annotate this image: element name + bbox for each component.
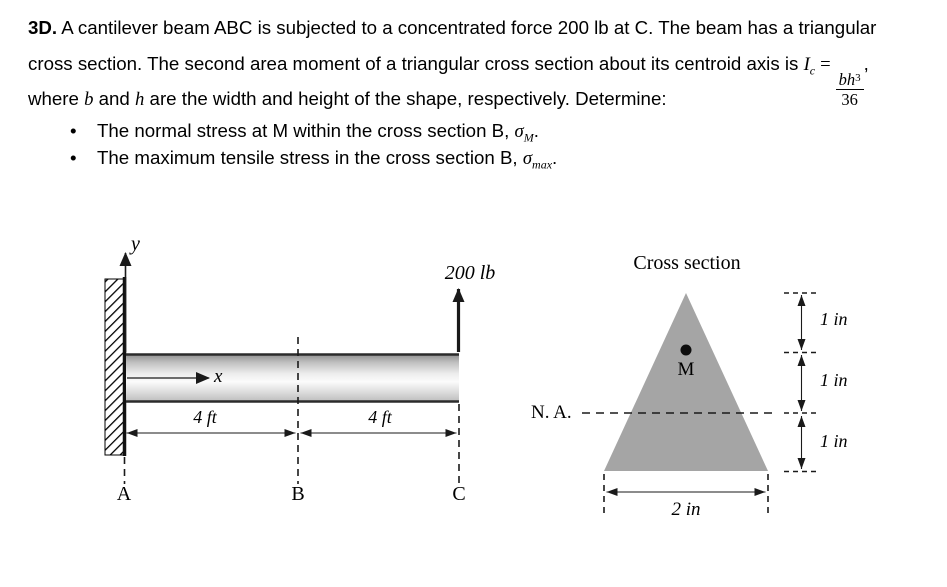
bullet-icon: • [70, 147, 77, 168]
dim-2in-base-label: 2 in [671, 499, 701, 520]
formula-denominator: 36 [841, 90, 858, 110]
formula-numerator-exponent: 3 [855, 72, 861, 84]
variable-h: h [135, 89, 145, 110]
formula-inertia-subscript: c [809, 63, 816, 78]
dim-1in-middle-label: 1 in [820, 370, 848, 390]
variable-b: b [84, 89, 94, 110]
problem-sentence-2: cross section. The second area moment of a triangular cross section about its centroid axis is [28, 53, 804, 74]
sigma-m-subscript: M [523, 130, 534, 145]
problem-number: 3D. [28, 17, 58, 38]
point-m-label: M [677, 359, 695, 380]
formula-inertia-symbol: I [803, 54, 810, 75]
sigma-max-symbol: σ [522, 148, 533, 169]
wall-hatch [105, 279, 124, 455]
cross-section-title: Cross section [633, 252, 741, 274]
sentence3-part1: where [28, 88, 85, 109]
sigma-max-subscript: max [532, 157, 553, 172]
dim-1in-bottom-label: 1 in [820, 431, 848, 451]
dimension-ab-label: 4 ft [193, 407, 217, 427]
triangle-section [604, 293, 768, 471]
dim-1in-top-label: 1 in [820, 309, 848, 329]
problem-sentence-1: A cantilever beam ABC is subjected to a concentrated force 200 lb at C. The beam has a triangular [57, 17, 877, 38]
formula-trailing-comma: , [863, 53, 869, 74]
point-a-label: A [116, 483, 132, 505]
bullet-2-text: The maximum tensile stress in the cross section B, [97, 147, 523, 168]
formula-numerator-base: bh [838, 70, 856, 89]
point-c-label: C [452, 483, 466, 505]
cross-section-figure [582, 293, 819, 517]
beam-figure [105, 253, 459, 484]
bullet-1-period: . [533, 120, 539, 141]
point-b-label: B [291, 483, 305, 505]
force-value-label: 200 lb [444, 262, 496, 284]
neutral-axis-label: N. A. [531, 402, 572, 423]
y-axis-label: y [131, 233, 140, 255]
bullet-1-text: The normal stress at M within the cross section B, [97, 120, 515, 141]
formula-equals: = [820, 54, 831, 75]
bullet-icon: • [70, 120, 77, 141]
sentence3-part2: and [93, 88, 136, 109]
bullet-2-period: . [552, 147, 558, 168]
dimension-bc-label: 4 ft [368, 407, 392, 427]
sentence3-part3: are the width and height of the shape, respectively. Determine: [144, 88, 667, 109]
point-m-dot [681, 345, 692, 356]
x-axis-label: x [214, 366, 223, 387]
sigma-m-symbol: σ [514, 121, 524, 142]
